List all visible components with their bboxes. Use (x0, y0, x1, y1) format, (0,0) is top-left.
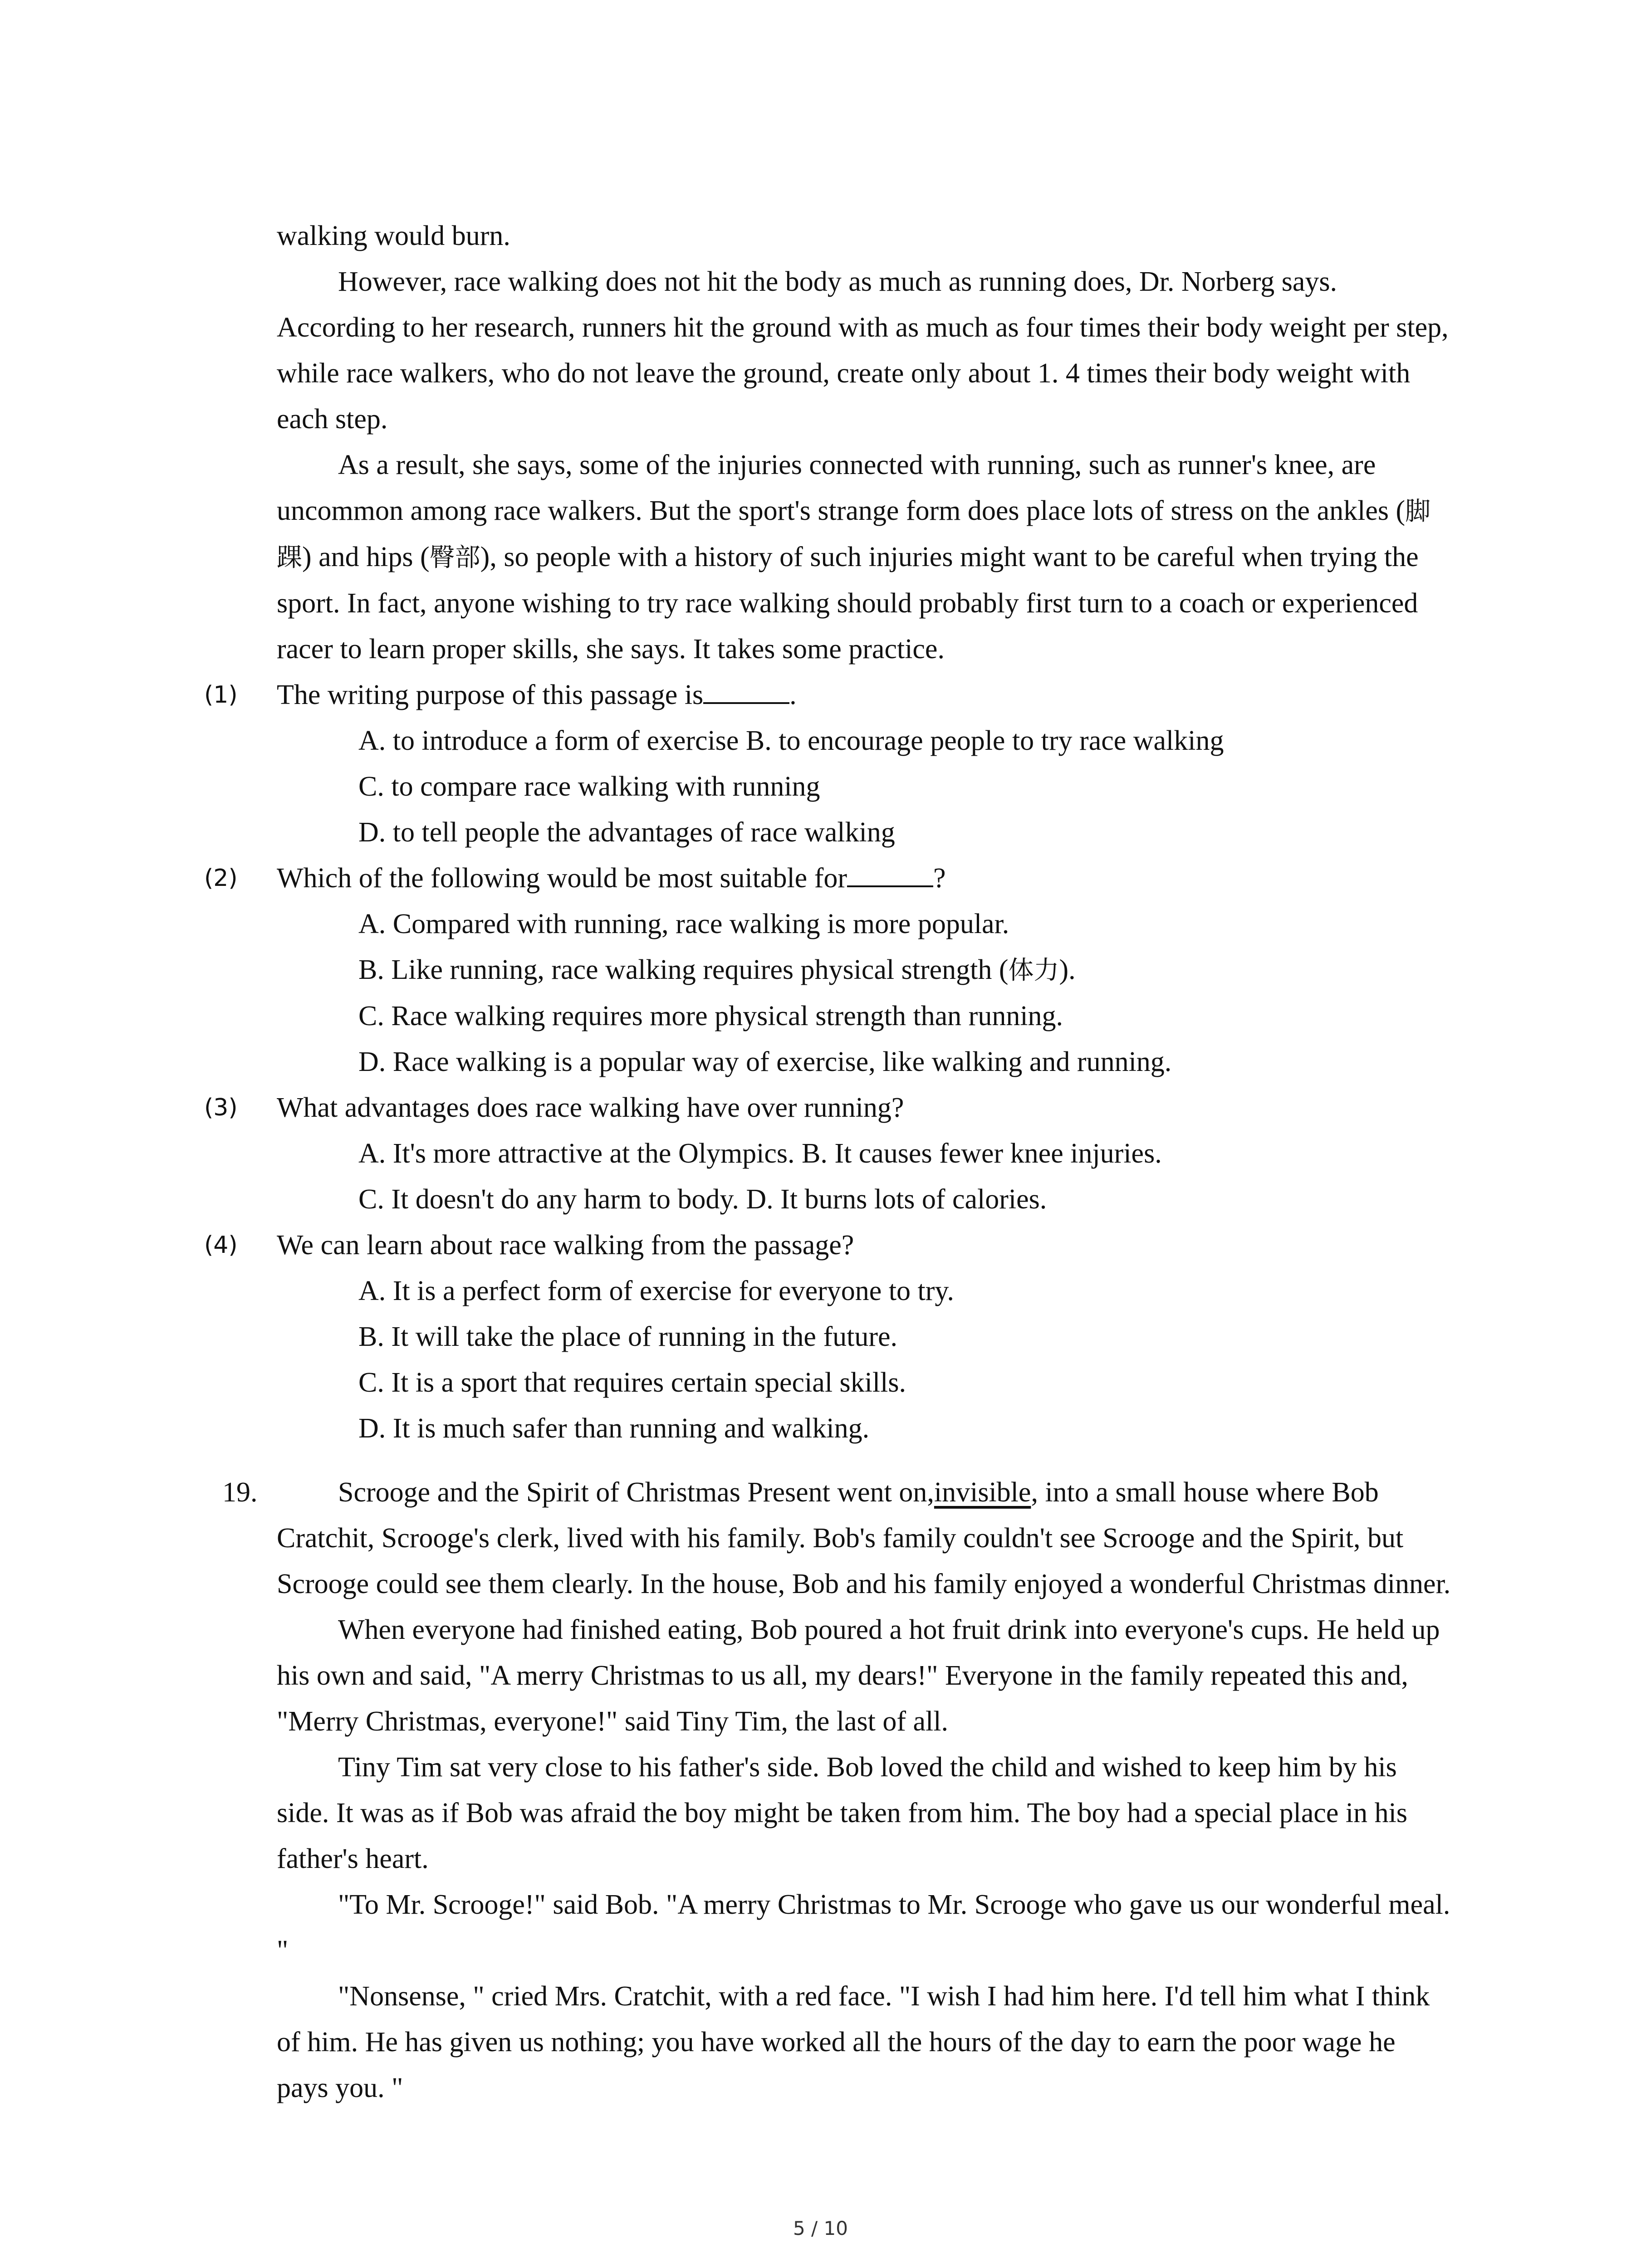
passage-paragraph: As a result, she says, some of the injuries connected with running, such as runner's knee, are uncommon among race walkers. But the sport's strange form does place lots of stress on the ankles (脚踝) and hips (臀部), so people with a history of such injuries might want to be careful when trying the sport. In fact, anyone wishing to try race walking should probably first turn to a coach or experienced racer to learn proper skills, she says. It takes some practice. (277, 450, 1431, 665)
option-line: A. It is a perfect form of exercise for everyone to try. (358, 1276, 954, 1306)
option-line: A. to introduce a form of exercise B. to encourage people to try race walking (358, 725, 1224, 756)
option-line: A. It's more attractive at the Olympics. B. It causes fewer knee injuries. (358, 1138, 1162, 1169)
answer-blank (703, 679, 789, 704)
chinese-gloss: 体力 (1008, 956, 1059, 985)
option-line: C. It doesn't do any harm to body. D. It burns lots of calories. (358, 1184, 1047, 1215)
passage-19 (222, 1470, 1452, 2111)
question-number: (1) (204, 681, 238, 709)
underlined-word: invisible (934, 1477, 1031, 1508)
question-stem: What advantages does race walking have over running? (277, 1092, 904, 1123)
option-line: D. to tell people the advantages of race walking (358, 817, 895, 848)
question-4 (204, 1222, 1452, 1268)
question-stem: The writing purpose of this passage is (277, 679, 704, 710)
answer-blank (847, 862, 933, 887)
question-number: (4) (204, 1232, 238, 1259)
option-line: B. It will take the place of running in the future. (358, 1321, 897, 1352)
question-stem: We can learn about race walking from the passage? (277, 1230, 854, 1261)
passage-paragraph: Scrooge and the Spirit of Christmas Present went on,invisible, into a small house where Bob Cratchit, Scrooge's clerk, lived with his family. Bob's family couldn't see Scrooge and the Spirit, but Scrooge could see them clearly. In the house, Bob and his family enjoyed a wonderful Christmas dinner. (277, 1477, 1451, 1599)
chinese-gloss: 臀部 (429, 543, 480, 572)
passage-paragraph: "To Mr. Scrooge!" said Bob. "A merry Christmas to Mr. Scrooge who gave us our wonderful meal. " (277, 1889, 1450, 1966)
passage-paragraph: walking would burn. (277, 220, 510, 251)
question-number: (3) (204, 1094, 238, 1121)
question-stem: Which of the following would be most suitable for (277, 863, 847, 894)
passage-paragraph: However, race walking does not hit the body as much as running does, Dr. Norberg says. According to her research, runners hit the ground with as much as four times their body weight per step, while race walkers, who do not leave the ground, create only about 1. 4 times their body weight with each step. (277, 266, 1449, 435)
section-number: 19. (222, 1477, 258, 1508)
chinese-gloss: 脚踝 (277, 497, 1431, 572)
option-line: A. Compared with running, race walking is more popular. (358, 909, 1009, 939)
page-content (204, 213, 1452, 2111)
page-number: 5 / 10 (793, 2217, 848, 2239)
option-line: D. Race walking is a popular way of exercise, like walking and running. (358, 1046, 1172, 1077)
passage-paragraph: Tiny Tim sat very close to his father's side. Bob loved the child and wished to keep him by his side. It was as if Bob was afraid the boy might be taken from him. The boy had a special place in his father's heart. (277, 1752, 1407, 1874)
option-line: C. Race walking requires more physical strength than running. (358, 1001, 1063, 1031)
question-number: (2) (204, 865, 238, 892)
question-2: (2) Which of the following would be most suitable for ? (204, 855, 1452, 901)
passage-paragraph: "Nonsense, " cried Mrs. Cratchit, with a red face. "I wish I had him here. I'd tell him what I think of him. He has given us nothing; you have worked all the hours of the day to earn the poor wage he pays you. " (277, 1981, 1430, 2103)
option-line: D. It is much safer than running and walking. (358, 1413, 870, 1444)
question-3 (204, 1085, 1452, 1131)
passage-paragraph: When everyone had finished eating, Bob poured a hot fruit drink into everyone's cups. He held up his own and said, "A merry Christmas to us all, my dears!" Everyone in the family repeated this and, "Merry Christmas, everyone!" said Tiny Tim, the last of all. (277, 1614, 1440, 1737)
option-line: C. It is a sport that requires certain special skills. (358, 1367, 906, 1398)
option-line: B. Like running, race walking requires physical strength (体力). (358, 954, 1076, 985)
question-1: (1) The writing purpose of this passage is . (204, 672, 1452, 718)
option-line: C. to compare race walking with running (358, 771, 820, 802)
